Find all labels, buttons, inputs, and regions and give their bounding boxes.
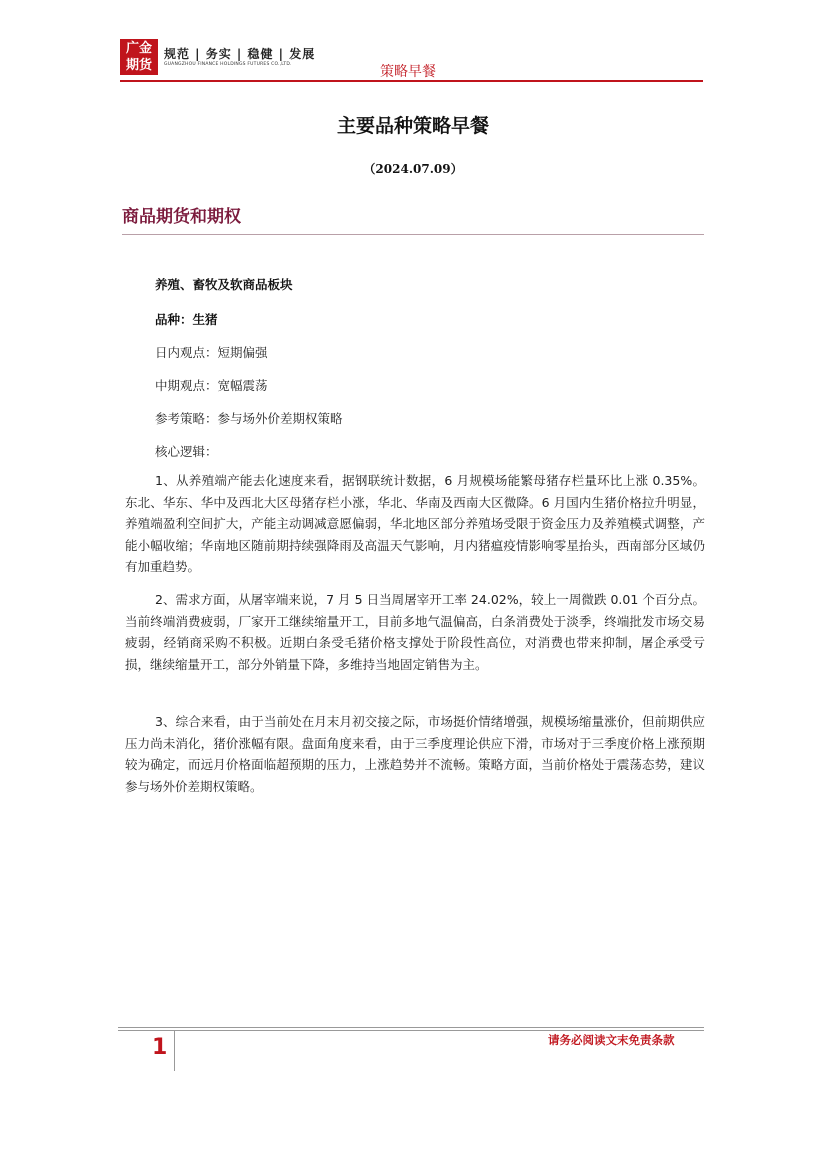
footer-vertical-divider xyxy=(174,1031,175,1071)
core-logic-label: 核心逻辑： xyxy=(155,444,218,459)
report-name: 策略早餐 xyxy=(380,64,436,80)
logo-line-2: 期货 xyxy=(125,58,152,73)
footer-divider-bottom xyxy=(118,1030,704,1031)
company-english-name: GUANGZHOU FINANCE HOLDINGS FUTURES CO.,LTD. xyxy=(164,62,292,67)
reference-strategy: 参考策略：参与场外价差期权策略 xyxy=(155,411,343,426)
company-slogan: 规范 | 务实 | 稳健 | 发展 xyxy=(164,47,316,61)
document-date: （2024.07.09） xyxy=(363,162,463,176)
document-title: 主要品种策略早餐 xyxy=(336,115,489,137)
page-number: 1 xyxy=(152,1035,168,1060)
intraday-view: 日内观点：短期偏强 xyxy=(155,345,268,360)
section-title: 商品期货和期权 xyxy=(122,207,241,227)
footer-divider-top xyxy=(118,1027,704,1028)
logic-paragraph-1: 1、从养殖端产能去化速度来看，据钢联统计数据，6 月规模场能繁母猪存栏量环比上涨 0.35%。东北、华东、华中及西北大区母猪存栏小涨，华北、华南及西南大区微降。6 月国内生猪价格拉升明显，养殖端盈利空间扩大，产能主动调减意愿偏弱，华北地区部分养殖场受限于资金压力及养殖模式调整，产能小幅收缩；华南地区随前期持续强降雨及高温天气影响，月内猪瘟疫情影响零星抬头，西南部分区域仍有加重趋势。 xyxy=(125,473,705,574)
disclaimer-note: 请务必阅读文末免责条款 xyxy=(548,1033,675,1047)
sector-heading: 养殖、畜牧及软商品板块 xyxy=(155,277,293,292)
midterm-view: 中期观点：宽幅震荡 xyxy=(155,378,268,393)
logic-paragraph-2: 2、需求方面，从屠宰端来说，7 月 5 日当周屠宰开工率 24.02%，较上一周微跌 0.01 个百分点。当前终端消费疲弱，厂家开工继续缩量开工，目前多地气温偏高，白条消费处于淡季，终端批发市场交易疲弱，经销商采购不积极。近期白条受毛猪价格支撑处于阶段性高位，对消费也带来抑制，屠企承受亏损，继续缩量开工，部分外销量下降，多维持当地固定销售为主。 xyxy=(125,592,705,672)
logo-line-1: 广金 xyxy=(125,41,152,56)
company-logo xyxy=(120,39,158,75)
logic-paragraph-3: 3、综合来看，由于当前处在月末月初交接之际，市场挺价情绪增强，规模场缩量涨价，但前期供应压力尚未消化，猪价涨幅有限。盘面角度来看，由于三季度理论供应下滑，市场对于三季度价格上涨预期较为确定，而远月价格面临超预期的压力，上涨趋势并不流畅。策略方面，当前价格处于震荡态势，建议参与场外价差期权策略。 xyxy=(125,714,705,794)
header-divider xyxy=(120,80,703,82)
section-divider xyxy=(122,234,704,235)
variety-heading: 品种：生猪 xyxy=(155,312,218,327)
